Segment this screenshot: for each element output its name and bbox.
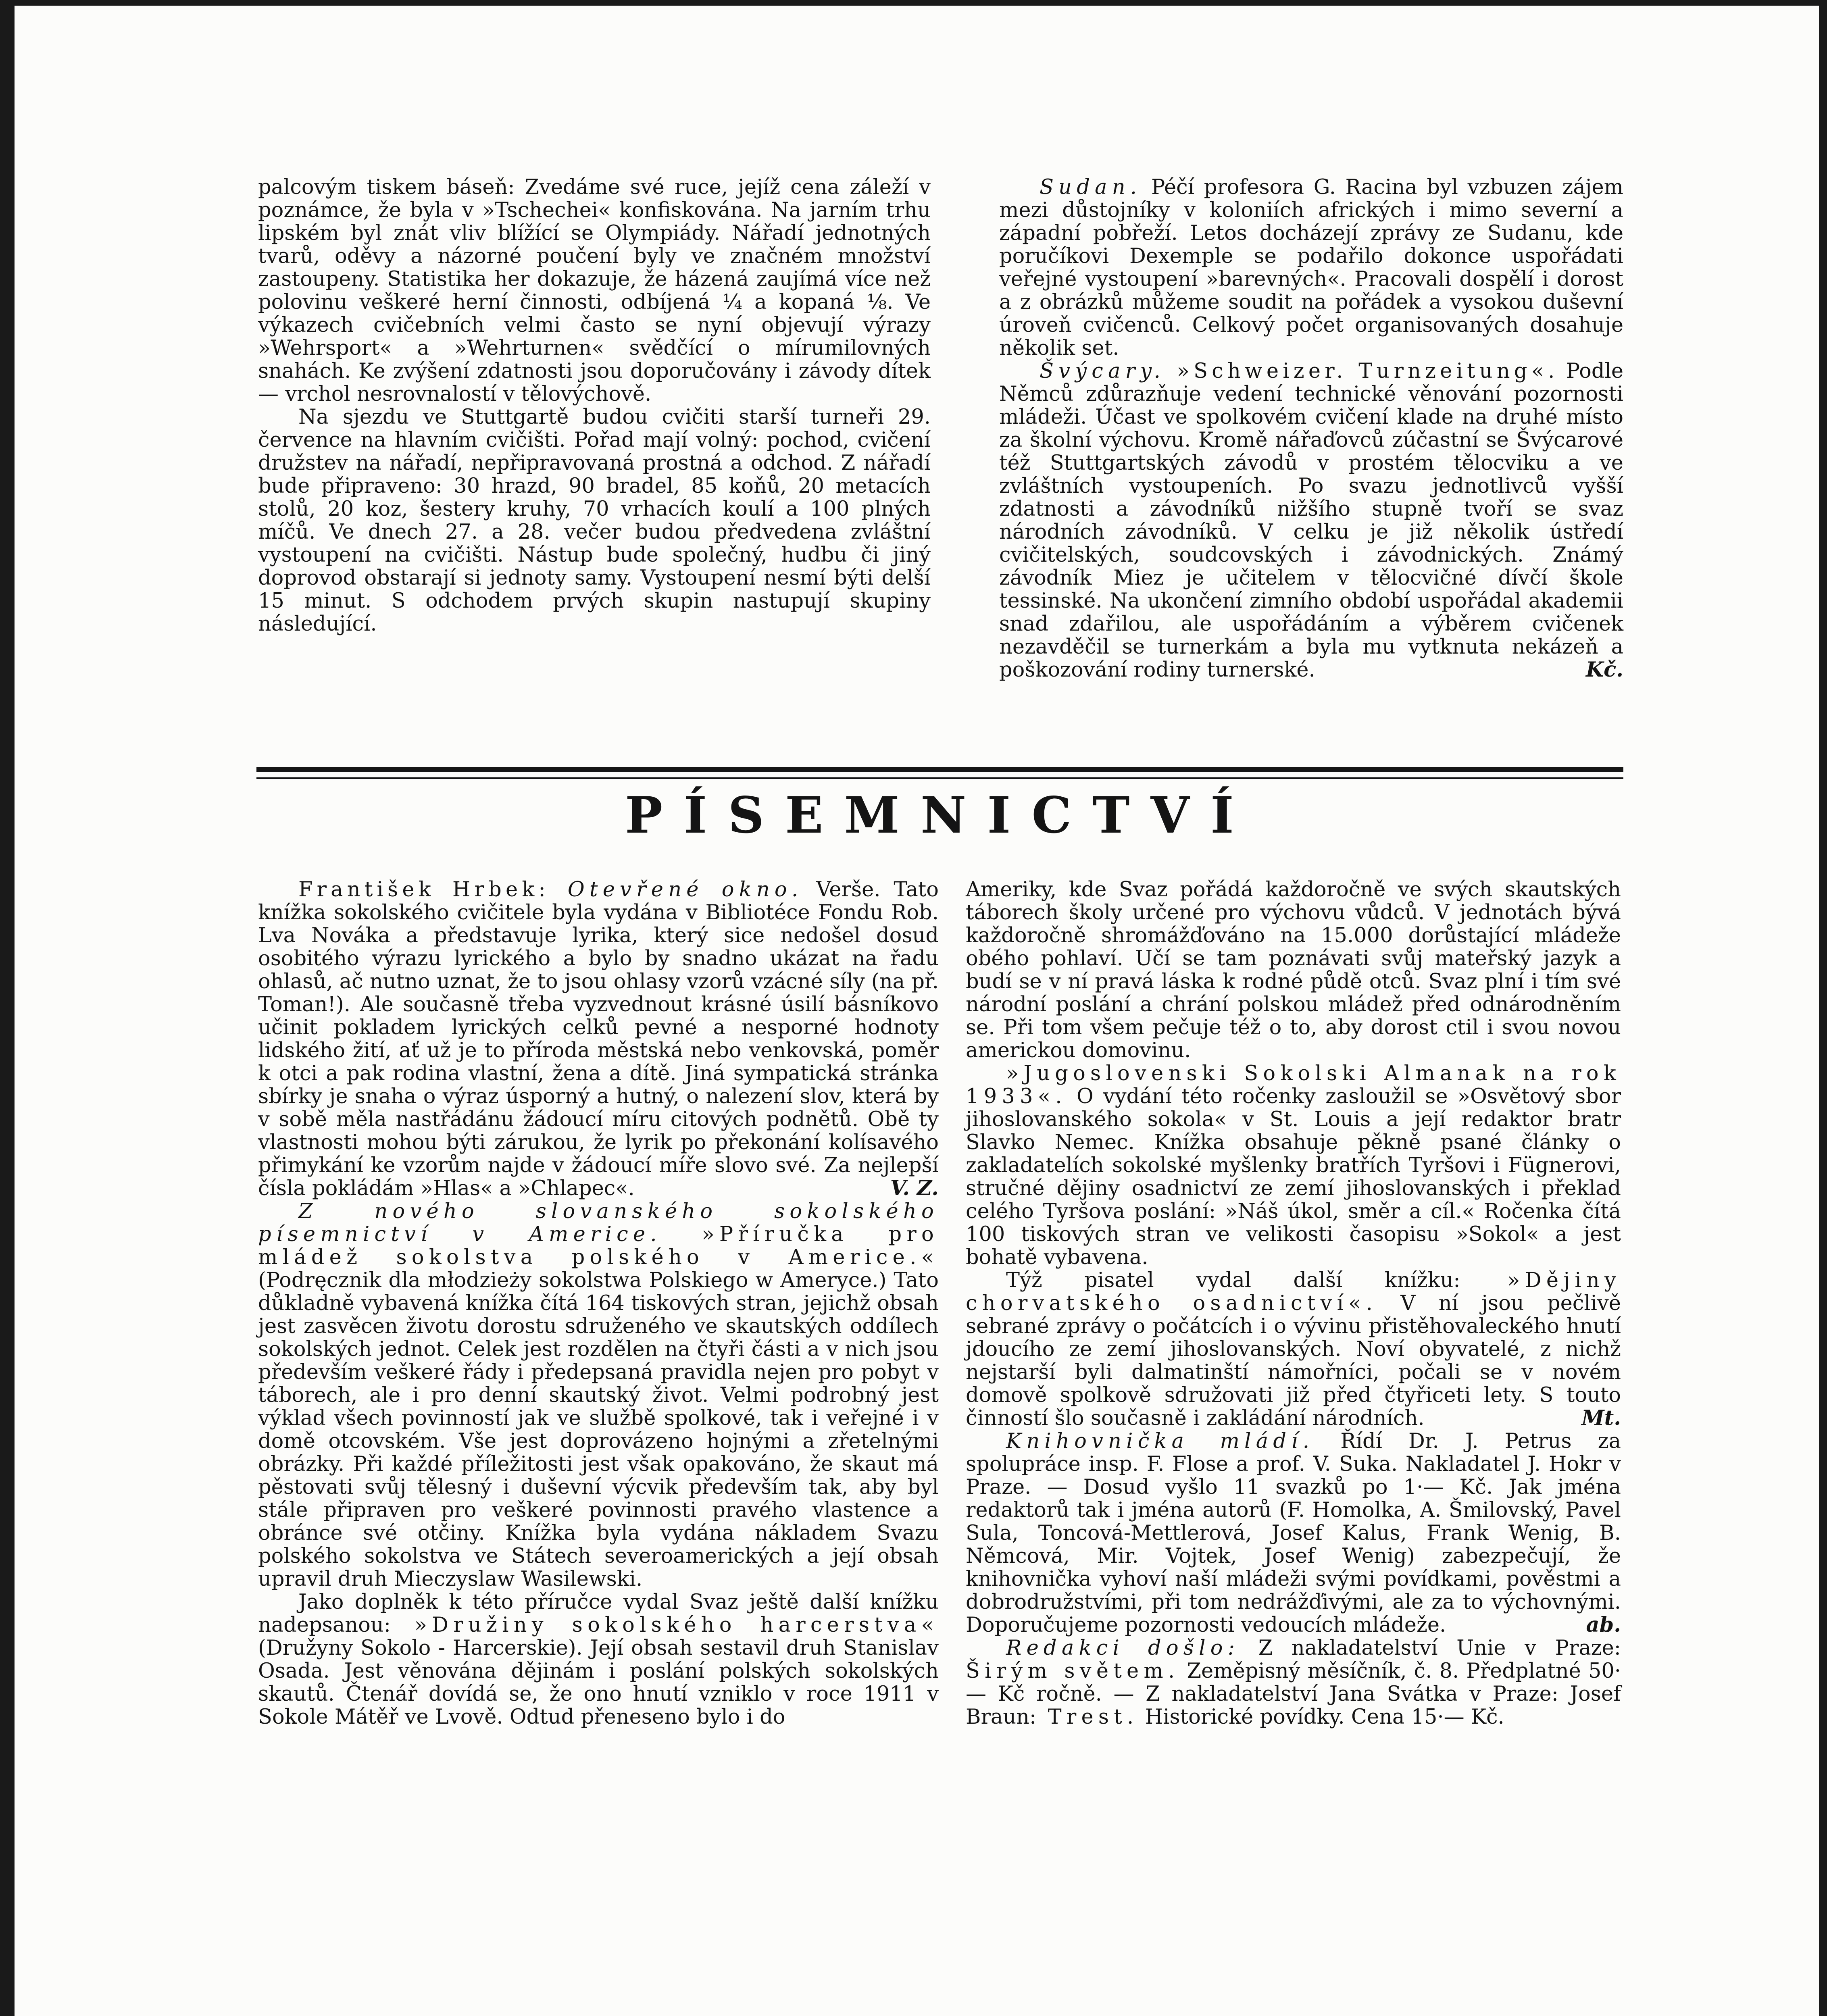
review-knihovnicka: Knihovnička mládí. Řídí Dr. J. Petrus za spolupráce insp. F. Flose a prof. V. Suka. Nakladatel J. Hokr v Praze. — Dosud vyšlo 11 svazků po 1·— Kč. Jak jména redaktorů tak i jména autorů (F. Homolka, A. Šmilovský, Pavel Sula, Toncová-Mettlerová, Josef Kalus, Frank Wenig, B. Němcová, Mir. Vojtek, Josef Wenig) zabezpečují, že knihovnička vyhoví naší mládeži svými povídkami, pověstmi a dobrodružstvími, při tom nedrážďivými, ale za to výchovnými. Doporučujeme pozornosti vedoucích mládeže. ab. bbox=[966, 1429, 1621, 1637]
paragraph-svycary: Švýcary. »Schweizer. Turnzeitung«. Podle Němců zdůrazňuje vedení technické věnování pozornosti mládeži. Účast ve spolkovém cvičení klade na druhé místo za školní výchovu. Kromě nářaďovců zúčastní se Švýcarové též Stuttgartských závodů v prostém tělocviku a ve zvláštních vystoupeních. Po svazu jednotlivců vyšší zdatnosti a závodníků nižšího stupně tvoří se svaz národních závodníků. V celku je již několik ústředí cvičitelských, soudcovských i závodnických. Známý závodník Miez je učitelem v tělocvičné dívčí škole tessinské. Na ukončení zimního období uspořádal akademii snad zdařilou, ale uspořádáním a výběrem cvičenek nezavděčil se turnerkám a byla mu vytknuta nekázeň a poškozování rodiny turnerské. Kč. bbox=[999, 359, 1623, 682]
section-rule-thick bbox=[256, 767, 1623, 772]
paragraph-redakci-doslo: Redakci došlo: Z nakladatelství Unie v Praze: Širým světem. Zeměpisný měsíčník, č. 8. Předplatné 50·— Kč ročně. — Z nakladatelství Jana Svátka v Praze: Josef Braun: Trest. Historické povídky. Cena 15·— Kč. bbox=[966, 1636, 1621, 1729]
review-almanak: »Jugoslovenski Sokolski Almanak na rok 1933«. O vydání této ročenky zasloužil se »Osvětový sbor jihoslovanského sokola« v St. Louis a její redaktor bratr Slavko Nemec. Knížka obsahuje pěkně psané články o zakladatelích sokolské myšlenky bratřích Tyršovi i Fügnerovi, stručné dějiny osadnictví ze zemí jihoslovanských i překlad celého Tyršova poslání: »Náš úkol, směr a cíl.« Ročenka čítá 100 tiskových stran ve velikosti časopisu »Sokol« a jest bohatě vybavena. bbox=[966, 1062, 1621, 1269]
book-title: Širým světem. bbox=[966, 1659, 1180, 1683]
review-dejiny: Týž pisatel vydal další knížku: »Dějiny chorvatského osadnictví«. V ní jsou pečlivě sebrané zprávy o počátcích i o vývinu přistěhovaleckého hnutí jdoucího ze zemí jihoslovanských. Noví obyvatelé, z nichž nejstarší byli dalmatinští námořníci, počali se v novém domově spolkově sdružovati již před čtyřiceti lety. S touto činností šlo současně i zakládání národních. Mt. bbox=[966, 1268, 1621, 1430]
scan-border-right bbox=[1819, 0, 1827, 2016]
column-bottom-left bbox=[258, 878, 939, 1729]
section-rule-thin bbox=[256, 777, 1623, 779]
review-heading: Knihovnička mládí. bbox=[1006, 1429, 1315, 1453]
scan-border-top bbox=[0, 0, 1827, 6]
book-title: »Jugoslovenski Sokolski Almanak na rok 1933«. bbox=[966, 1062, 1621, 1108]
author-sign: Kč. bbox=[1585, 658, 1623, 682]
column-top-left bbox=[258, 176, 931, 635]
paragraph: Na sjezdu ve Stuttgartě budou cvičiti starší turneři 29. července na hlavním cvičišti. Pořad mají volný: pochod, cvičení družstev na nářadí, nepřipravovaná prostná a odchod. Z nářadí bude připraveno: 30 hrazd, 90 bradel, 85 koňů, 20 metacích stolů, 20 koz, šestery kruhy, 70 vrhacích koulí a 100 plných míčů. Ve dnech 27. a 28. večer budou předvedena zvláštní vystoupení na cvičišti. Nástup bude společný, hudbu či jiný doprovod obstarají si jednoty samy. Vystoupení nesmí býti delší 15 minut. S odchodem prvých skupin nastupují skupiny následující. bbox=[258, 405, 931, 636]
review-otevrene-okno: František Hrbek: Otevřené okno. Verše. Tato knížka sokolského cvičitele byla vydána v Bibliotéce Fondu Rob. Lva Nováka a představuje lyrika, který sice nedošel dosud osobitého výrazu lyrického a bylo by snadno ukázat na řadu ohlasů, ač nutno uznat, že to jsou ohlasy vzorů vzácné síly (na př. Toman!). Ale současně třeba vyzvednout krásné úsilí básníkovo učinit pokladem lyrických celků pevné a nesporné hodnoty lidského žití, ať už je to příroda městská nebo venkovská, poměr k otci a pak rodina vlastní, žena a dítě. Jiná sympatická stránka sbírky je snaha o výraz úsporný a hutný, o nalezení slov, která by v sobě měla nastřádánu žádoucí míru citových podnětů. Obě ty vlastnosti mohou býti zárukou, že lyrik po překonání kolísavého přimykání ke vzorům najde v žádoucí míře slovo své. Za nejlepší čísla pokládám »Hlas« a »Chlapec«. V. Z. bbox=[258, 878, 939, 1200]
author-sign: Mt. bbox=[1581, 1406, 1621, 1430]
paragraph: Ameriky, kde Svaz pořádá každoročně ve svých skautských táborech školy určené pro výchovu vůdců. V jednotách bývá každoročně shromážďováno na 15.000 dorůstající mládeže obého pohlaví. Učí se tam poznávati svůj mateřský jazyk a budí se v ní pravá láska k rodné půdě otců. Svaz plní i tím své národní poslání a chrání polskou mládež před odnárodněním se. Při tom všem pečuje též o to, aby dorost ctil i svou novou americkou domovinu. bbox=[966, 878, 1621, 1062]
author-sign: V. Z. bbox=[890, 1176, 939, 1200]
section-title: PÍSEMNICTVÍ bbox=[625, 786, 1255, 845]
book-title: Otevřené okno. bbox=[549, 878, 803, 902]
paragraph-sudan: Sudan. Péčí profesora G. Racina byl vzbuzen zájem mezi důstojníky v koloniích afrických i mimo severní a západní pobřeží. Letos docházejí zprávy ze Sudanu, kde poručíkovi Dexemple se podařilo dokonce uspořádati veřejné vystoupení »barevných«. Pracovali dospělí i dorost a z obrázků můžeme soudit na pořádek a vysokou duševní úroveň cvičenců. Celkový počet organisovaných dosahuje několik set. bbox=[999, 175, 1623, 360]
paragraph: palcovým tiskem báseň: Zvedáme své ruce, jejíž cena záleží v poznámce, že byla v »Tschechei« konfiskována. Na jarním trhu lipském byl znát vliv blížící se Olympiády. Nářadí jednotných tvarů, oděvy a názorné poučení byly ve značném množství zastoupeny. Statistika her dokazuje, že házená zaujímá více než polovinu veškeré herní činnosti, odbíjená ¼ a kopaná ⅛. Ve výkazech cvičebních velmi často se nyní objevují výrazy »Wehrsport« a »Wehrturnen« svědčící o mírumilovných snahách. Ke zvýšení zdatnosti jsou doporučovány i závody dítek — vrchol nesrovnalostí v tělovýchově. bbox=[258, 175, 931, 406]
book-title: Trest. bbox=[1036, 1705, 1139, 1729]
column-bottom-right bbox=[966, 878, 1621, 1729]
heading-svycary: Švýcary. bbox=[1040, 359, 1166, 383]
book-title: »Družiny sokolského harcerstva« bbox=[390, 1613, 939, 1637]
column-top-right bbox=[999, 176, 1623, 681]
author-name: František Hrbek: bbox=[298, 878, 550, 902]
author-sign: ab. bbox=[1586, 1613, 1621, 1637]
heading-sudan: Sudan. bbox=[1040, 175, 1142, 199]
review-druziny: Jako doplněk k této příručce vydal Svaz ještě další knížku nadepsanou: »Družiny sokolského harcerstva« (Družyny Sokolo - Harcerskie). Její obsah sestavil druh Stanislav Osada. Jest věnována dějinám i poslání polských sokolských skautů. Čtenář dovídá se, že ono hnutí vzniklo v roce 1911 v Sokole Mátěř ve Lvově. Odtud přeneseno bylo i do bbox=[258, 1590, 939, 1729]
book-title: »Příručka pro mládež sokolstva polského v Americe.« bbox=[258, 1223, 939, 1269]
magazine-title: »Schweizer. Turnzeitung«. bbox=[1165, 359, 1559, 383]
review-heading: Z nového slovanského sokolského písemnictví v Americe. bbox=[258, 1200, 939, 1246]
review-heading: Redakci došlo: bbox=[1006, 1636, 1240, 1660]
book-title: »Dějiny chorvatského osadnictví«. bbox=[966, 1268, 1621, 1315]
scan-border-left bbox=[0, 0, 15, 2016]
review-americka-prirucka: Z nového slovanského sokolského písemnictví v Americe. »Příručka pro mládež sokolstva polského v Americe.« (Podręcznik dla młodzieży sokolstwa Polskiego w Ameryce.) Tato důkladně vybavená knížka čítá 164 tiskových stran, jejichž obsah jest zasvěcen životu dorostu sdruženého ve skautských oddílech sokolských jednot. Celek jest rozdělen na čtyři části a v nich jsou především veškeré řády i předepsaná pravidla nejen pro pobyt v táborech, ale i pro denní skautský život. Velmi podrobný jest výklad všech povinností jak ve službě spolkové, tak i veřejné i v domě otcovském. Vše jest doprovázeno hojnými a zřetelnými obrázky. Při každé příležitosti jest však opakováno, že skaut má pěstovati svůj tělesný i duševní výcvik především tak, aby byl stále připraven pro veškeré povinnosti pravého vlastence a obránce své otčiny. Knížka byla vydána nákladem Svazu polského sokolstva ve Státech severoamerických a její obsah upravil druh Mieczyslaw Wasilewski. bbox=[258, 1200, 939, 1591]
